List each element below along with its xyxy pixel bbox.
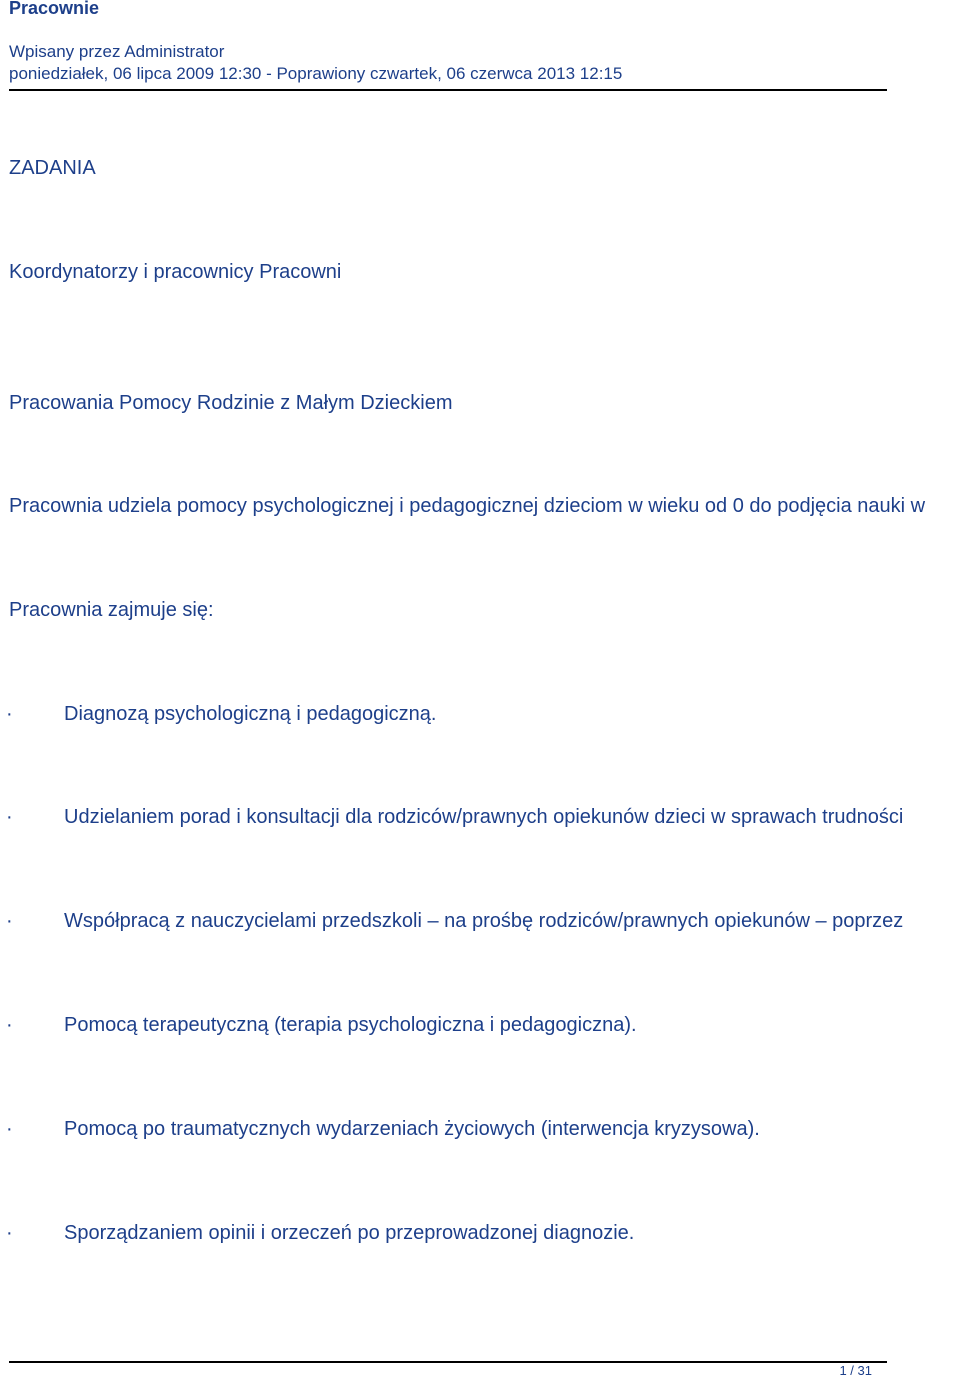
subheading: Koordynatorzy i pracownicy Pracowni [9, 261, 342, 283]
task-item [6, 703, 436, 726]
header-divider [9, 89, 887, 91]
bullet-icon: · [6, 703, 13, 725]
footer-divider [9, 1361, 887, 1363]
task-text: Pomocą po traumatycznych wydarzeniach życiowych (interwencja kryzysowa). [64, 1118, 760, 1140]
unit-name: Pracowania Pomocy Rodzinie z Małym Dzieckiem [9, 392, 453, 414]
task-text: Udzielaniem porad i konsultacji dla rodziców/prawnych opiekunów dzieci w sprawach trudności [64, 806, 904, 828]
task-text: Współpracą z nauczycielami przedszkoli – na prośbę rodziców/prawnych opiekunów – poprzez [64, 910, 904, 932]
bullet-icon: · [6, 1014, 13, 1036]
task-item [6, 1222, 634, 1245]
task-item [6, 910, 903, 933]
task-item [6, 806, 903, 829]
intro-paragraph: Pracownia udziela pomocy psychologicznej i pedagogicznej dzieciom w wieku od 0 do podjęcia nauki w [9, 495, 926, 517]
bullet-icon: · [6, 1222, 13, 1244]
task-item [6, 1014, 637, 1037]
task-text: Diagnozą psychologiczną i pedagogiczną. [64, 703, 437, 725]
section-heading: ZADANIA [9, 157, 96, 179]
task-item [6, 1118, 760, 1141]
bullet-icon: · [6, 910, 13, 932]
task-text: Pomocą terapeutyczną (terapia psychologiczna i pedagogiczna). [64, 1014, 637, 1036]
page-title: Pracownie [9, 0, 100, 18]
bullet-icon: · [6, 1118, 13, 1140]
date-line: poniedziałek, 06 lipca 2009 12:30 - Poprawiony czwartek, 06 czerwca 2013 12:15 [9, 64, 623, 83]
tasks-lead: Pracownia zajmuje się: [9, 599, 214, 621]
task-text: Sporządzaniem opinii i orzeczeń po przeprowadzonej diagnozie. [64, 1222, 635, 1244]
author-line: Wpisany przez Administrator [9, 42, 225, 61]
bullet-icon: · [6, 806, 13, 828]
page-indicator: 1 / 31 [839, 1363, 872, 1378]
